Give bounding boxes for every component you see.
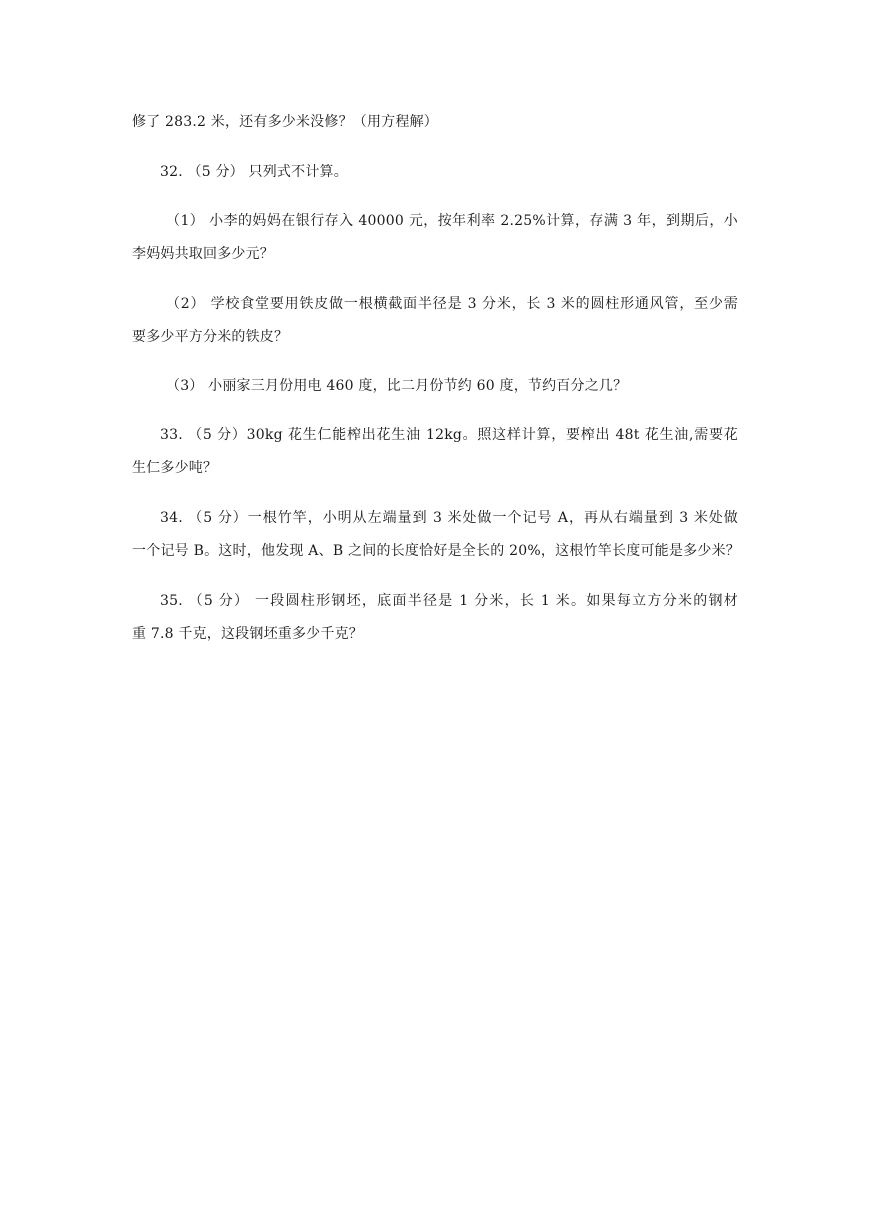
question-32-part-1-line-2: 李妈妈共取回多少元？ xyxy=(132,246,274,262)
question-32-heading: 32. （5 分） 只列式不计算。 xyxy=(160,164,348,180)
question-31-tail: 修了 283.2 米，还有多少米没修？（用方程解） xyxy=(132,114,438,130)
question-32-part-2-line-1: （2） 学校食堂要用铁皮做一根横截面半径是 3 分米，长 3 米的圆柱形通风管，至少需 xyxy=(166,296,738,312)
question-35-line-1: 35. （5 分） 一段圆柱形钢坯，底面半径是 1 分米，长 1 米。如果每立方分米的钢材 xyxy=(160,593,738,609)
question-32-part-2-line-2: 要多少平方分米的铁皮？ xyxy=(132,329,289,345)
question-35-line-2: 重 7.8 千克，这段钢坯重多少千克？ xyxy=(132,626,363,642)
question-34-line-1: 34. （5 分）一根竹竿，小明从左端量到 3 米处做一个记号 A，再从右端量到 3 米处做 xyxy=(160,510,738,526)
question-32-part-3: （3） 小丽家三月份用电 460 度，比二月份节约 60 度，节约百分之几？ xyxy=(166,378,628,394)
question-34-line-2: 一个记号 B。这时，他发现 A、B 之间的长度恰好是全长的 20%，这根竹竿长度可能是多少米？ xyxy=(132,543,740,559)
question-33-line-2: 生仁多少吨？ xyxy=(132,460,218,476)
question-33-line-1: 33. （5 分）30kg 花生仁能榨出花生油 12kg。照这样计算，要榨出 48t 花生油,需要花 xyxy=(160,427,738,443)
question-32-part-1-line-1: （1） 小李的妈妈在银行存入 40000 元，按年利率 2.25%计算，存满 3 年，到期后，小 xyxy=(166,213,738,229)
